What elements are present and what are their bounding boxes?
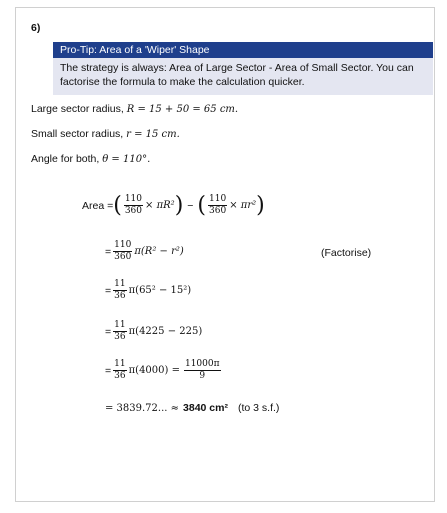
area-formula (82, 194, 265, 217)
step-4-denominator: 36 (114, 371, 126, 381)
step-1-expression: π(R² − r²) (134, 246, 184, 257)
step-1-numerator: 110 (114, 240, 132, 250)
step-1-fraction (113, 240, 132, 263)
step-1 (105, 240, 184, 263)
small-radius-expr: r = 15 cm. (126, 129, 180, 140)
protip-title: Pro-Tip: Area of a 'Wiper' Shape (53, 42, 433, 58)
minus-sign: − (187, 199, 194, 212)
fraction-1-denominator: 360 (124, 206, 143, 216)
step-2-numerator: 11 (114, 279, 126, 289)
step-3-fraction (113, 320, 126, 343)
fraction-1-numerator: 110 (124, 194, 143, 204)
protip-box (53, 42, 433, 95)
fraction-1 (124, 194, 143, 217)
factorise-note: (Factorise) (321, 247, 372, 259)
step-4-fraction (113, 359, 126, 382)
angle-expr: θ = 110°. (102, 154, 151, 165)
question-number: 6) (31, 22, 41, 34)
large-radius-label: Large sector radius, (31, 103, 124, 115)
step-4-result-fraction (184, 359, 221, 382)
step-2-equals: = (105, 284, 112, 297)
given-angle (31, 153, 150, 165)
given-small-radius (31, 128, 180, 140)
final-equals: = 3839.72... ≈ (105, 402, 180, 414)
step-2-denominator: 36 (114, 291, 126, 301)
step-3-numerator: 11 (114, 320, 126, 330)
step-3 (105, 320, 202, 343)
step-4-result-denominator: 9 (199, 371, 206, 381)
step-4-expression: π(4000) = (128, 365, 180, 376)
area-label: Area = (82, 199, 114, 212)
small-radius-label: Small sector radius, (31, 128, 124, 140)
step-1-denominator: 360 (114, 252, 132, 262)
close-paren: ) (174, 192, 184, 218)
final-answer-line (105, 402, 279, 414)
step-3-denominator: 36 (114, 332, 126, 342)
step-2-expression: π(65² − 15²) (128, 285, 192, 296)
step-2-fraction (113, 279, 126, 302)
term-1: × πR² (145, 200, 175, 211)
close-paren-2: ) (256, 192, 265, 218)
open-paren: ( (113, 192, 122, 218)
step-2 (105, 279, 191, 302)
step-4-equals: = (105, 364, 112, 377)
open-paren-2: ( (197, 192, 207, 218)
given-large-radius (31, 103, 238, 115)
protip-body: The strategy is always: Area of Large Sector - Area of Small Sector. You can factorise the formula to make the calculation quicker. (53, 58, 433, 95)
step-3-expression: π(4225 − 225) (128, 326, 203, 337)
step-4-numerator: 11 (114, 359, 126, 369)
fraction-2-denominator: 360 (209, 206, 227, 216)
final-note: (to 3 s.f.) (237, 402, 280, 414)
fraction-2 (208, 194, 227, 217)
term-2: × πr² (229, 200, 257, 211)
step-4-result-numerator: 11000π (184, 359, 220, 369)
worksheet-page (15, 7, 435, 502)
final-answer: 3840 cm² (183, 402, 228, 414)
large-radius-expr: R = 15 + 50 = 65 cm. (126, 104, 239, 115)
step-4 (105, 359, 223, 382)
step-1-equals: = (105, 245, 112, 258)
angle-label: Angle for both, (31, 153, 100, 165)
step-3-equals: = (105, 325, 112, 338)
fraction-2-numerator: 110 (209, 194, 227, 204)
